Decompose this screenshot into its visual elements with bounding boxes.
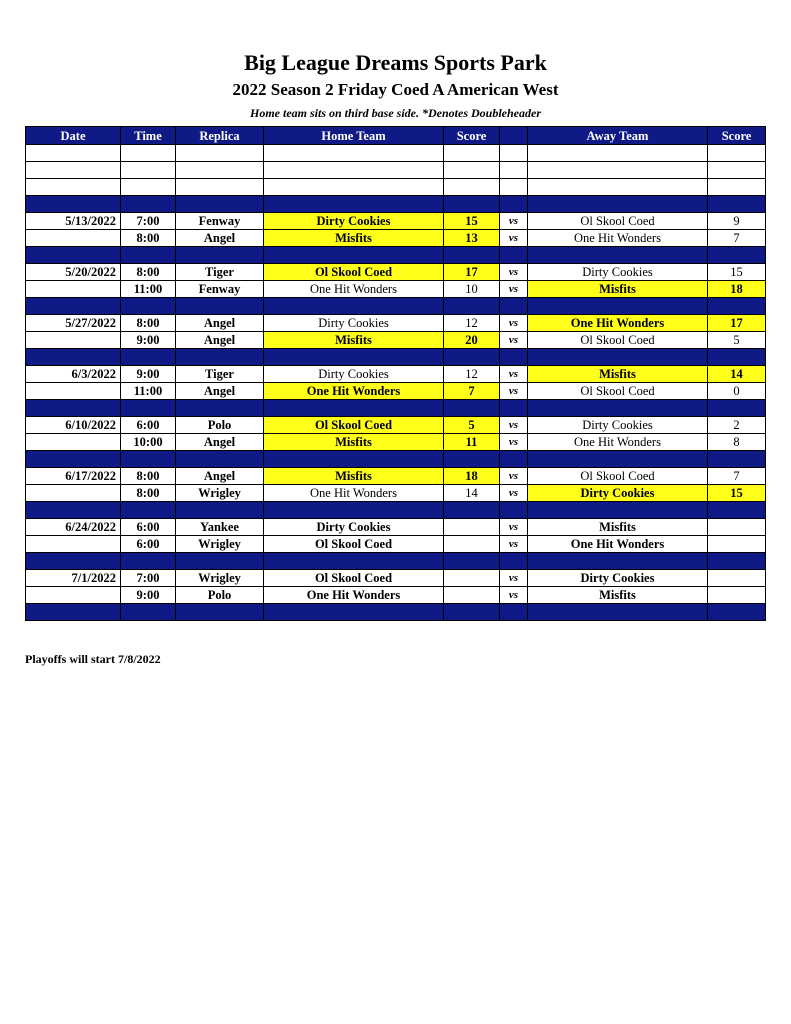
empty-cell — [444, 145, 500, 162]
home-team-cell: Dirty Cookies — [264, 315, 444, 332]
separator-cell — [708, 502, 766, 519]
replica-cell: Wrigley — [176, 570, 264, 587]
game-row — [26, 366, 766, 383]
schedule-note: Home team sits on third base side. *Denotes Doubleheader — [250, 106, 541, 120]
col-header-date: Date — [26, 127, 121, 145]
game-row — [26, 230, 766, 247]
time-cell: 9:00 — [121, 332, 176, 349]
time-cell: 8:00 — [121, 315, 176, 332]
empty-cell — [26, 179, 121, 196]
replica-cell: Polo — [176, 417, 264, 434]
time-cell: 6:00 — [121, 417, 176, 434]
away-score-cell: 7 — [708, 468, 766, 485]
home-score-cell: 14 — [444, 485, 500, 502]
empty-cell — [528, 162, 708, 179]
separator-cell — [528, 604, 708, 621]
separator-cell — [708, 604, 766, 621]
separator-cell — [444, 604, 500, 621]
home-score-cell: 18 — [444, 468, 500, 485]
replica-cell: Fenway — [176, 281, 264, 298]
replica-cell: Angel — [176, 468, 264, 485]
separator-cell — [26, 400, 121, 417]
separator-cell — [26, 553, 121, 570]
home-team-cell: Ol Skool Coed — [264, 536, 444, 553]
game-row — [26, 434, 766, 451]
separator-cell — [264, 502, 444, 519]
empty-cell — [444, 162, 500, 179]
separator-cell — [708, 451, 766, 468]
home-score-cell: 12 — [444, 315, 500, 332]
date-cell — [26, 230, 121, 247]
col-header-home-score: Score — [444, 127, 500, 145]
vs-cell: vs — [500, 230, 528, 247]
replica-cell: Angel — [176, 315, 264, 332]
time-cell: 8:00 — [121, 485, 176, 502]
separator-cell — [708, 553, 766, 570]
separator-cell — [528, 247, 708, 264]
separator-cell — [26, 604, 121, 621]
away-team-cell: Misfits — [528, 519, 708, 536]
blank-row — [26, 145, 766, 162]
empty-cell — [121, 162, 176, 179]
home-team-cell: One Hit Wonders — [264, 485, 444, 502]
home-team-cell: Misfits — [264, 434, 444, 451]
separator-cell — [444, 502, 500, 519]
away-score-cell — [708, 536, 766, 553]
separator-cell — [500, 400, 528, 417]
vs-cell: vs — [500, 264, 528, 281]
vs-cell: vs — [500, 570, 528, 587]
home-score-cell — [444, 570, 500, 587]
blank-row — [26, 179, 766, 196]
col-header-home-team: Home Team — [264, 127, 444, 145]
empty-cell — [528, 179, 708, 196]
separator-cell — [528, 502, 708, 519]
time-cell: 10:00 — [121, 434, 176, 451]
away-team-cell: Ol Skool Coed — [528, 468, 708, 485]
home-team-cell: Dirty Cookies — [264, 519, 444, 536]
game-row — [26, 587, 766, 604]
separator-cell — [264, 400, 444, 417]
away-team-cell: Ol Skool Coed — [528, 383, 708, 400]
away-team-cell: Misfits — [528, 281, 708, 298]
vs-cell: vs — [500, 536, 528, 553]
empty-cell — [500, 145, 528, 162]
separator-cell — [528, 196, 708, 213]
col-header-time: Time — [121, 127, 176, 145]
vs-cell: vs — [500, 315, 528, 332]
separator-cell — [500, 349, 528, 366]
separator-row — [26, 349, 766, 366]
empty-cell — [176, 179, 264, 196]
game-row — [26, 315, 766, 332]
page-subtitle: 2022 Season 2 Friday Coed A American West — [232, 80, 559, 99]
game-row — [26, 417, 766, 434]
col-header-away-team: Away Team — [528, 127, 708, 145]
separator-cell — [528, 451, 708, 468]
vs-cell: vs — [500, 417, 528, 434]
game-row — [26, 264, 766, 281]
col-header-replica: Replica — [176, 127, 264, 145]
separator-cell — [264, 604, 444, 621]
separator-cell — [528, 298, 708, 315]
game-row — [26, 383, 766, 400]
home-team-cell: Ol Skool Coed — [264, 264, 444, 281]
home-team-cell: Dirty Cookies — [264, 366, 444, 383]
away-score-cell: 17 — [708, 315, 766, 332]
page-title: Big League Dreams Sports Park — [244, 50, 547, 75]
separator-cell — [444, 553, 500, 570]
empty-cell — [500, 162, 528, 179]
separator-cell — [708, 349, 766, 366]
away-team-cell: Misfits — [528, 366, 708, 383]
vs-cell: vs — [500, 519, 528, 536]
separator-cell — [708, 400, 766, 417]
date-cell — [26, 434, 121, 451]
home-score-cell: 12 — [444, 366, 500, 383]
date-cell: 6/3/2022 — [26, 366, 121, 383]
separator-cell — [444, 196, 500, 213]
separator-cell — [500, 502, 528, 519]
vs-cell: vs — [500, 434, 528, 451]
separator-cell — [121, 604, 176, 621]
empty-cell — [264, 162, 444, 179]
home-team-cell: Ol Skool Coed — [264, 417, 444, 434]
separator-cell — [500, 196, 528, 213]
separator-cell — [264, 553, 444, 570]
separator-cell — [121, 400, 176, 417]
separator-cell — [528, 553, 708, 570]
away-team-cell: Dirty Cookies — [528, 485, 708, 502]
separator-cell — [708, 298, 766, 315]
separator-cell — [528, 400, 708, 417]
date-cell: 5/27/2022 — [26, 315, 121, 332]
separator-cell — [26, 349, 121, 366]
separator-cell — [500, 451, 528, 468]
separator-cell — [26, 502, 121, 519]
empty-cell — [26, 162, 121, 179]
separator-cell — [176, 553, 264, 570]
separator-cell — [444, 298, 500, 315]
separator-row — [26, 196, 766, 213]
home-team-cell: Misfits — [264, 332, 444, 349]
replica-cell: Fenway — [176, 213, 264, 230]
home-team-cell: One Hit Wonders — [264, 281, 444, 298]
away-team-cell: One Hit Wonders — [528, 230, 708, 247]
replica-cell: Tiger — [176, 366, 264, 383]
away-team-cell: Dirty Cookies — [528, 417, 708, 434]
replica-cell: Tiger — [176, 264, 264, 281]
separator-cell — [444, 349, 500, 366]
separator-cell — [176, 604, 264, 621]
date-cell — [26, 587, 121, 604]
away-score-cell: 5 — [708, 332, 766, 349]
home-score-cell — [444, 519, 500, 536]
away-score-cell: 14 — [708, 366, 766, 383]
header-row — [26, 127, 766, 145]
vs-cell: vs — [500, 332, 528, 349]
home-score-cell: 13 — [444, 230, 500, 247]
separator-row — [26, 400, 766, 417]
away-score-cell: 15 — [708, 485, 766, 502]
away-team-cell: Dirty Cookies — [528, 264, 708, 281]
date-cell: 5/20/2022 — [26, 264, 121, 281]
time-cell: 8:00 — [121, 468, 176, 485]
away-score-cell: 2 — [708, 417, 766, 434]
separator-cell — [121, 502, 176, 519]
empty-cell — [121, 179, 176, 196]
separator-cell — [708, 196, 766, 213]
home-team-cell: Ol Skool Coed — [264, 570, 444, 587]
home-score-cell: 10 — [444, 281, 500, 298]
separator-cell — [264, 247, 444, 264]
separator-cell — [264, 451, 444, 468]
home-team-cell: One Hit Wonders — [264, 587, 444, 604]
empty-cell — [264, 145, 444, 162]
away-score-cell — [708, 570, 766, 587]
game-row — [26, 281, 766, 298]
game-row — [26, 485, 766, 502]
game-row — [26, 519, 766, 536]
separator-cell — [121, 349, 176, 366]
away-team-cell: One Hit Wonders — [528, 315, 708, 332]
empty-cell — [176, 162, 264, 179]
vs-cell: vs — [500, 281, 528, 298]
away-score-cell: 0 — [708, 383, 766, 400]
separator-cell — [528, 349, 708, 366]
date-cell: 6/10/2022 — [26, 417, 121, 434]
schedule-table — [25, 126, 766, 621]
separator-cell — [121, 298, 176, 315]
schedule-body — [26, 145, 766, 621]
time-cell: 9:00 — [121, 587, 176, 604]
separator-cell — [176, 298, 264, 315]
vs-cell: vs — [500, 587, 528, 604]
away-team-cell: Dirty Cookies — [528, 570, 708, 587]
separator-cell — [444, 400, 500, 417]
away-score-cell: 18 — [708, 281, 766, 298]
away-team-cell: Ol Skool Coed — [528, 332, 708, 349]
time-cell: 6:00 — [121, 519, 176, 536]
vs-cell: vs — [500, 383, 528, 400]
home-team-cell: Misfits — [264, 468, 444, 485]
game-row — [26, 468, 766, 485]
separator-row — [26, 604, 766, 621]
date-cell — [26, 332, 121, 349]
replica-cell: Wrigley — [176, 485, 264, 502]
time-cell: 9:00 — [121, 366, 176, 383]
time-cell: 7:00 — [121, 213, 176, 230]
vs-cell: vs — [500, 366, 528, 383]
empty-cell — [121, 145, 176, 162]
separator-cell — [176, 349, 264, 366]
time-cell: 8:00 — [121, 264, 176, 281]
separator-cell — [176, 247, 264, 264]
separator-cell — [121, 247, 176, 264]
replica-cell: Wrigley — [176, 536, 264, 553]
replica-cell: Angel — [176, 434, 264, 451]
blank-row — [26, 162, 766, 179]
separator-cell — [444, 247, 500, 264]
vs-cell: vs — [500, 485, 528, 502]
home-score-cell: 5 — [444, 417, 500, 434]
separator-cell — [176, 502, 264, 519]
home-score-cell: 11 — [444, 434, 500, 451]
separator-cell — [176, 400, 264, 417]
separator-row — [26, 553, 766, 570]
separator-cell — [500, 553, 528, 570]
separator-cell — [264, 349, 444, 366]
date-cell: 6/17/2022 — [26, 468, 121, 485]
separator-cell — [26, 196, 121, 213]
away-score-cell: 7 — [708, 230, 766, 247]
game-row — [26, 536, 766, 553]
col-header-away-score: Score — [708, 127, 766, 145]
away-score-cell — [708, 519, 766, 536]
home-score-cell: 7 — [444, 383, 500, 400]
time-cell: 6:00 — [121, 536, 176, 553]
date-cell: 7/1/2022 — [26, 570, 121, 587]
empty-cell — [176, 145, 264, 162]
separator-cell — [176, 196, 264, 213]
separator-row — [26, 502, 766, 519]
empty-cell — [708, 179, 766, 196]
separator-cell — [444, 451, 500, 468]
date-cell — [26, 485, 121, 502]
home-score-cell: 20 — [444, 332, 500, 349]
separator-cell — [26, 247, 121, 264]
away-team-cell: One Hit Wonders — [528, 536, 708, 553]
empty-cell — [264, 179, 444, 196]
away-score-cell: 8 — [708, 434, 766, 451]
time-cell: 8:00 — [121, 230, 176, 247]
separator-cell — [121, 451, 176, 468]
separator-cell — [121, 553, 176, 570]
away-score-cell: 9 — [708, 213, 766, 230]
time-cell: 11:00 — [121, 281, 176, 298]
empty-cell — [500, 179, 528, 196]
date-cell — [26, 383, 121, 400]
separator-cell — [176, 451, 264, 468]
home-score-cell — [444, 536, 500, 553]
separator-cell — [264, 196, 444, 213]
separator-cell — [500, 604, 528, 621]
col-header-vs — [500, 127, 528, 145]
home-team-cell: One Hit Wonders — [264, 383, 444, 400]
empty-cell — [708, 162, 766, 179]
replica-cell: Angel — [176, 383, 264, 400]
separator-cell — [708, 247, 766, 264]
game-row — [26, 570, 766, 587]
separator-row — [26, 451, 766, 468]
time-cell: 11:00 — [121, 383, 176, 400]
replica-cell: Polo — [176, 587, 264, 604]
away-score-cell — [708, 587, 766, 604]
away-score-cell: 15 — [708, 264, 766, 281]
separator-cell — [500, 247, 528, 264]
separator-cell — [500, 298, 528, 315]
separator-cell — [121, 196, 176, 213]
empty-cell — [708, 145, 766, 162]
vs-cell: vs — [500, 213, 528, 230]
replica-cell: Yankee — [176, 519, 264, 536]
game-row — [26, 332, 766, 349]
away-team-cell: One Hit Wonders — [528, 434, 708, 451]
separator-row — [26, 298, 766, 315]
replica-cell: Angel — [176, 230, 264, 247]
game-row — [26, 213, 766, 230]
replica-cell: Angel — [176, 332, 264, 349]
date-cell — [26, 281, 121, 298]
separator-cell — [264, 298, 444, 315]
playoffs-note: Playoffs will start 7/8/2022 — [25, 652, 161, 666]
home-score-cell — [444, 587, 500, 604]
time-cell: 7:00 — [121, 570, 176, 587]
home-score-cell: 17 — [444, 264, 500, 281]
separator-cell — [26, 298, 121, 315]
home-team-cell: Misfits — [264, 230, 444, 247]
empty-cell — [528, 145, 708, 162]
date-cell: 6/24/2022 — [26, 519, 121, 536]
vs-cell: vs — [500, 468, 528, 485]
empty-cell — [26, 145, 121, 162]
away-team-cell: Misfits — [528, 587, 708, 604]
separator-row — [26, 247, 766, 264]
empty-cell — [444, 179, 500, 196]
separator-cell — [26, 451, 121, 468]
home-score-cell: 15 — [444, 213, 500, 230]
date-cell — [26, 536, 121, 553]
date-cell: 5/13/2022 — [26, 213, 121, 230]
home-team-cell: Dirty Cookies — [264, 213, 444, 230]
away-team-cell: Ol Skool Coed — [528, 213, 708, 230]
